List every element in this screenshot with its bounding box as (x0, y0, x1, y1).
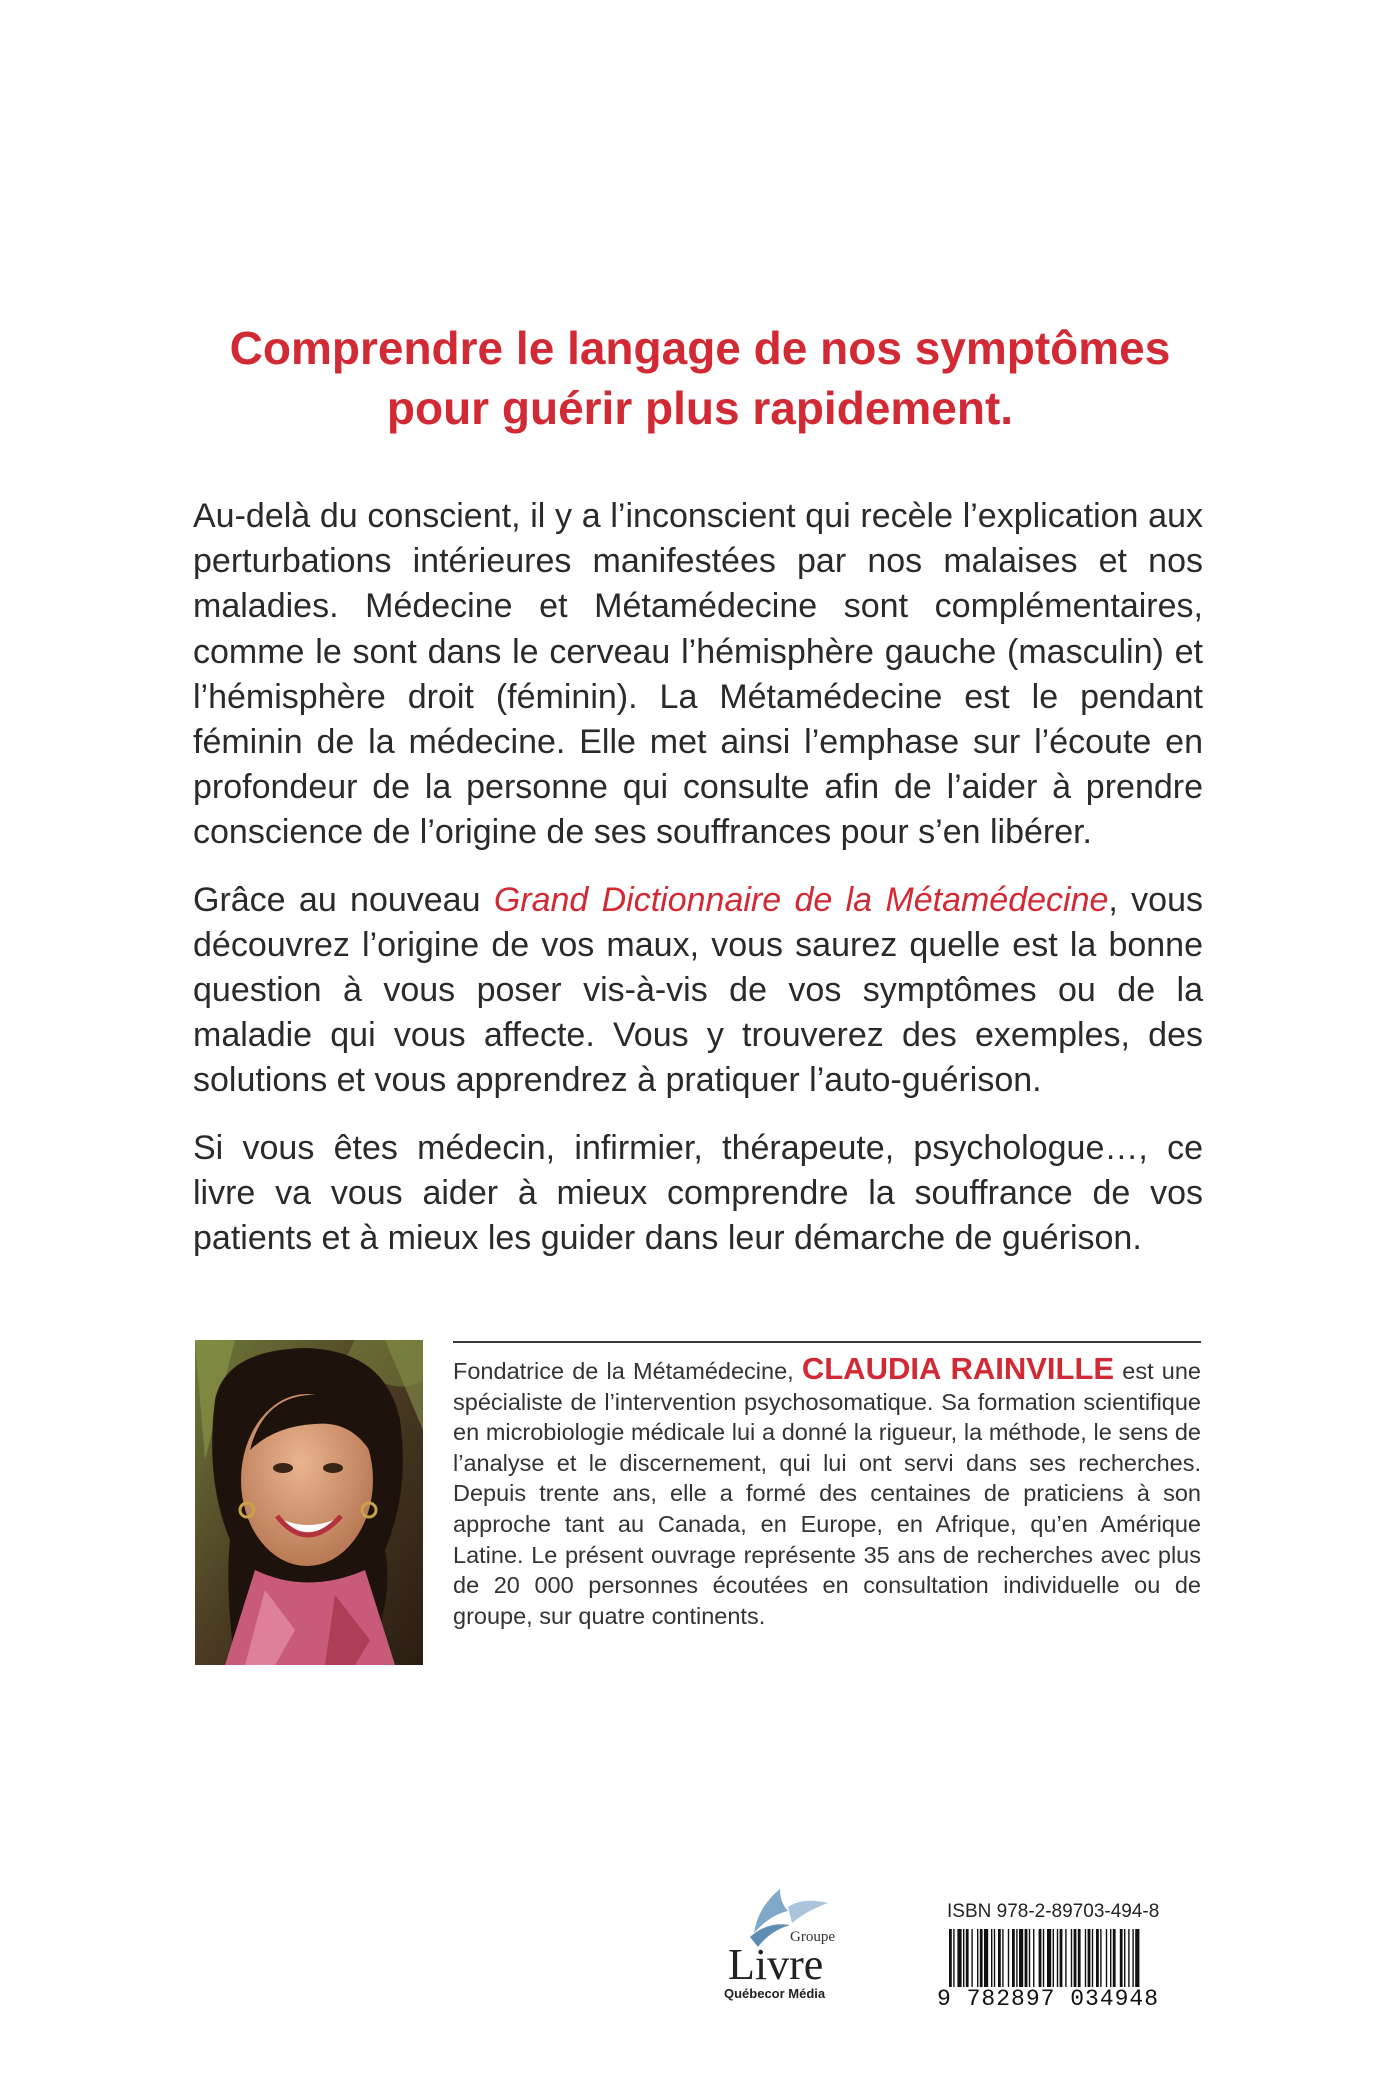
blurb-paragraph-1: Au-delà du conscient, il y a l’inconscient qui recèle l’explication aux perturbations intérieures manifestées par nos malaises et nos maladies. Médecine et Métamédecine sont complémentaires, comme le sont dans le cerveau l’hémisphère gauche (masculin) et l’hémisphère droit (féminin). La Métamédecine est le pendant féminin de la médecine. Elle met ainsi l’emphase sur l’écoute en profondeur de la personne qui consulte afin de l’aider à prendre conscience de l’origine de ses souffrances pour s’en libérer. (193, 497, 1203, 852)
blurb-paragraph-2 (193, 878, 1203, 1104)
blurb-paragraph-3: Si vous êtes médecin, infirmier, thérapeute, psychologue…, ce livre va vous aider à mieux comprendre la souffrance de vos patients et à mieux les guider dans leur démarche de guérison. (193, 1128, 1203, 1258)
logo-livre: Livre (728, 1940, 824, 1989)
blurb (193, 494, 1203, 1283)
headline (0, 318, 1400, 438)
isbn-number: ISBN 978-2-89703-494-8 (947, 1901, 1160, 1922)
isbn-block (937, 1901, 1201, 2012)
author-photo (195, 1340, 423, 1665)
publisher-logo (710, 1885, 870, 2003)
book-title: Grand Dictionnaire de la Métamédecine (493, 880, 1109, 919)
blurb-paragraph-2-end: , vous découvrez l’origine de vos maux, vous saurez quelle est la bonne question à vous poser vis-à-vis de vos symptômes ou de la maladie qui vous affecte. Vous y trouverez des exemples, des solutions et vous apprendrez à pratiquer l’auto-guérison. (193, 880, 1203, 1100)
barcode-digits: 9 782897 034948 (937, 1987, 1201, 2011)
headline-line-1: Comprendre le langage de nos symptômes (229, 322, 1171, 374)
logo-groupe: Groupe (790, 1929, 835, 1945)
blurb-paragraph-2-start: Grâce au nouveau (193, 880, 494, 919)
barcode (937, 1929, 1201, 1993)
headline-line-2: pour guérir plus rapidement. (386, 382, 1014, 434)
author-bio-text: est une spécialiste de l’intervention psychosomatique. Sa formation scientifique en microbiologie médicale lui a donné la rigueur, la méthode, le sens de l’analyse et le discernement, qui lui ont servi dans ses recherches. Depuis trente ans, elle a formé des centaines de praticiens à son approche tant au Canada, en Europe, en Afrique, qu’en Amérique Latine. Le présent ouvrage représente 35 ans de recherches avec plus de 20 000 personnes écoutées en consultation individuelle ou de groupe, sur quatre continents. (453, 1358, 1201, 1629)
bio-divider (453, 1341, 1201, 1343)
author-bio (453, 1351, 1201, 1631)
author-name: CLAUDIA RAINVILLE (801, 1351, 1115, 1386)
logo-quebecor: Québecor Média (724, 1986, 826, 2001)
author-bio-intro: Fondatrice de la Métamédecine, (453, 1358, 802, 1384)
